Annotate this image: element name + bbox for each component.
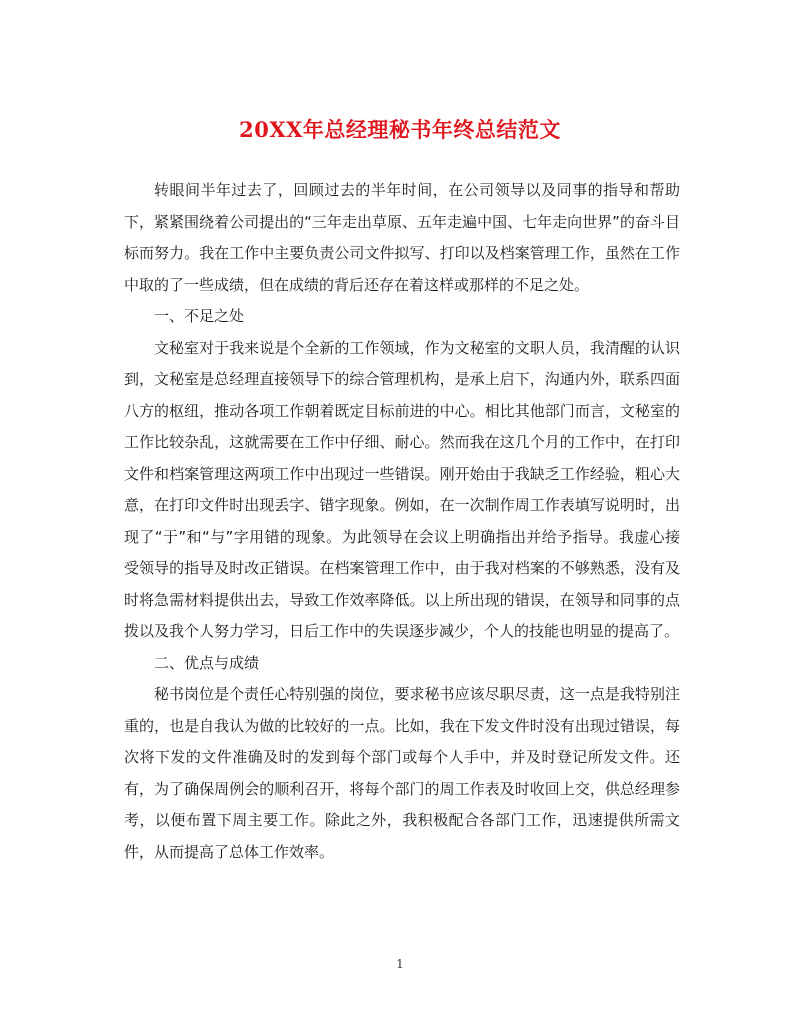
section-heading-shortcomings: 一、不足之处 bbox=[154, 307, 245, 325]
intro-paragraph: 转眼间半年过去了，回顾过去的半年时间，在公司领导以及同事的指导和帮助下，紧紧围绕着公司提出的“三年走出草原、五年走遍中国、七年走向世界”的奋斗目标而努力。我在工作中主要负责公司文件拟写、打印以及档案管理工作，虽然在工作中取的了一些成绩，但在成绩的背后还存在着这样或那样的不足之处。 bbox=[124, 181, 680, 294]
document-title: 20XX年总经理秘书年终总结范文 bbox=[239, 117, 561, 142]
section-heading-strengths: 二、优点与成绩 bbox=[154, 653, 260, 672]
document-body bbox=[124, 175, 680, 868]
strengths-paragraph: 秘书岗位是个责任心特别强的岗位，要求秘书应该尽职尽责，这一点是我特别注重的，也是自我认为做的比较好的一点。比如，我在下发文件时没有出现过错误，每次将下发的文件准确及时的发到每个部门或每个人手中，并及时登记所发文件。还有，为了确保周例会的顺利召开，将每个部门的周工作表及时收回上交，供总经理参考，以便布置下周主要工作。除此之外，我积极配合各部门工作，迅速提供所需文件，从而提高了总体工作效率。 bbox=[124, 685, 680, 861]
page-number: 1 bbox=[396, 957, 404, 971]
shortcomings-paragraph: 文秘室对于我来说是个全新的工作领域，作为文秘室的文职人员，我清醒的认识到，文秘室是总经理直接领导下的综合管理机构，是承上启下，沟通内外，联系四面八方的枢纽，推动各项工作朝着既定目标前进的中心。相比其他部门而言，文秘室的工作比较杂乱，这就需要在工作中仔细、耐心。然而我在这几个月的工作中，在打印文件和档案管理这两项工作中出现过一些错误。刚开始由于我缺乏工作经验，粗心大意，在打印文件时出现丢字、错字现象。例如，在一次制作周工作表填写说明时，出现了“于”和“与”字用错的现象。为此领导在会议上明确指出并给予指导。我虚心接受领导的指导及时改正错误。在档案管理工作中，由于我对档案的不够熟悉，没有及时将急需材料提供出去，导致工作效率降低。以上所出现的错误，在领导和同事的点拨以及我个人努力学习，日后工作中的失误逐步减少，个人的技能也明显的提高了。 bbox=[124, 338, 680, 640]
